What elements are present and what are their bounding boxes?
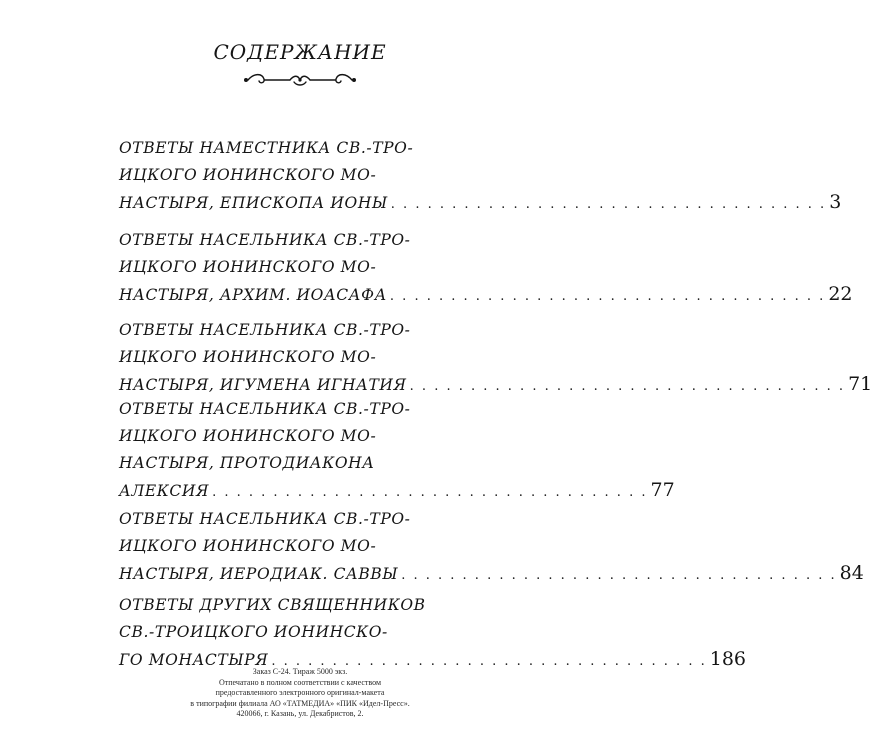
toc-entry-line: ИЦКОГО ИОНИНСКОГО МО- — [119, 348, 377, 366]
toc-entry-line: ИЦКОГО ИОНИНСКОГО МО- — [119, 427, 377, 445]
leader-dots: . . . . . . . . . . . . . . . . . . . . . . . . . . . . . . . . . . . . — [409, 379, 846, 394]
toc-entry-line: ОТВЕТЫ НАСЕЛЬНИКА СВ.-ТРО- — [119, 231, 411, 249]
toc-entry-line: НАСТЫРЯ, АРХИМ. ИОАСАФА — [119, 286, 387, 304]
ornament-divider-icon — [242, 70, 358, 90]
toc-entry[interactable] — [119, 135, 842, 216]
toc-entry-line: ОТВЕТЫ НАСЕЛЬНИКА СВ.-ТРО- — [119, 400, 411, 418]
toc-entry-line: НАСТЫРЯ, ЕПИСКОПА ИОНЫ — [119, 194, 388, 212]
imprint-line: в типографии филиала АО «ТАТМЕДИА» «ПИК «Идел-Пресс». — [190, 698, 410, 708]
toc-page-number: 84 — [839, 562, 864, 584]
leader-dots: . . . . . . . . . . . . . . . . . . . . . . . . . . . . . . . . . . . . — [390, 197, 827, 212]
imprint-line: предоставленного электронного оригинал-макета — [215, 688, 385, 697]
toc-entry[interactable] — [119, 396, 675, 504]
leader-dots: . . . . . . . . . . . . . . . . . . . . . . . . . . . . . . . . . . . . — [389, 289, 826, 304]
imprint-line: Заказ С-24. Тираж 5000 экз. — [252, 667, 348, 676]
toc-entry-line: СВ.-ТРОИЦКОГО ИОНИНСКО- — [119, 623, 388, 641]
toc-entry-line: НАСТЫРЯ, ИГУМЕНА ИГНАТИЯ — [119, 376, 407, 394]
toc-page-number: 186 — [709, 648, 746, 670]
leader-dots: . . . . . . . . . . . . . . . . . . . . . . . . . . . . . . . . . . . . — [212, 485, 648, 500]
toc-page-number: 77 — [650, 479, 675, 501]
toc-entry[interactable] — [119, 506, 864, 587]
toc-entry-line: ГО МОНАСТЫРЯ — [119, 651, 269, 669]
toc-entry-line: ОТВЕТЫ НАМЕСТНИКА СВ.-ТРО- — [119, 139, 414, 157]
toc-page-number: 3 — [829, 191, 842, 213]
imprint-line: Отпечатано в полном соответствии с качеством — [218, 677, 382, 687]
toc-entry[interactable] — [119, 227, 853, 308]
toc-entry-line: ОТВЕТЫ ДРУГИХ СВЯЩЕННИКОВ — [119, 596, 426, 614]
print-imprint — [0, 667, 600, 720]
imprint-line: 420066, г. Казань, ул. Декабристов, 2. — [236, 709, 364, 718]
toc-entry[interactable] — [119, 592, 746, 673]
leader-dots: . . . . . . . . . . . . . . . . . . . . . . . . . . . . . . . . . . . . — [401, 568, 837, 583]
toc-page-number: 71 — [848, 373, 872, 395]
leader-dots: . . . . . . . . . . . . . . . . . . . . . . . . . . . . . . . . . . . . — [271, 654, 707, 669]
toc-entry-line: АЛЕКСИЯ — [119, 482, 210, 500]
toc-entry[interactable] — [119, 317, 872, 398]
page-title: СОДЕРЖАНИЕ — [213, 40, 387, 64]
toc-page-number: 22 — [828, 283, 853, 305]
toc-entry-line: ИЦКОГО ИОНИНСКОГО МО- — [119, 537, 377, 555]
toc-entry-line: ИЦКОГО ИОНИНСКОГО МО- — [119, 258, 377, 276]
toc-entry-line: ИЦКОГО ИОНИНСКОГО МО- — [119, 166, 377, 184]
toc-entry-line: ОТВЕТЫ НАСЕЛЬНИКА СВ.-ТРО- — [119, 510, 411, 528]
toc-entry-line: НАСТЫРЯ, ПРОТОДИАКОНА — [119, 454, 375, 472]
toc-entry-line: НАСТЫРЯ, ИЕРОДИАК. САВВЫ — [119, 565, 399, 583]
toc-entry-line: ОТВЕТЫ НАСЕЛЬНИКА СВ.-ТРО- — [119, 321, 411, 339]
